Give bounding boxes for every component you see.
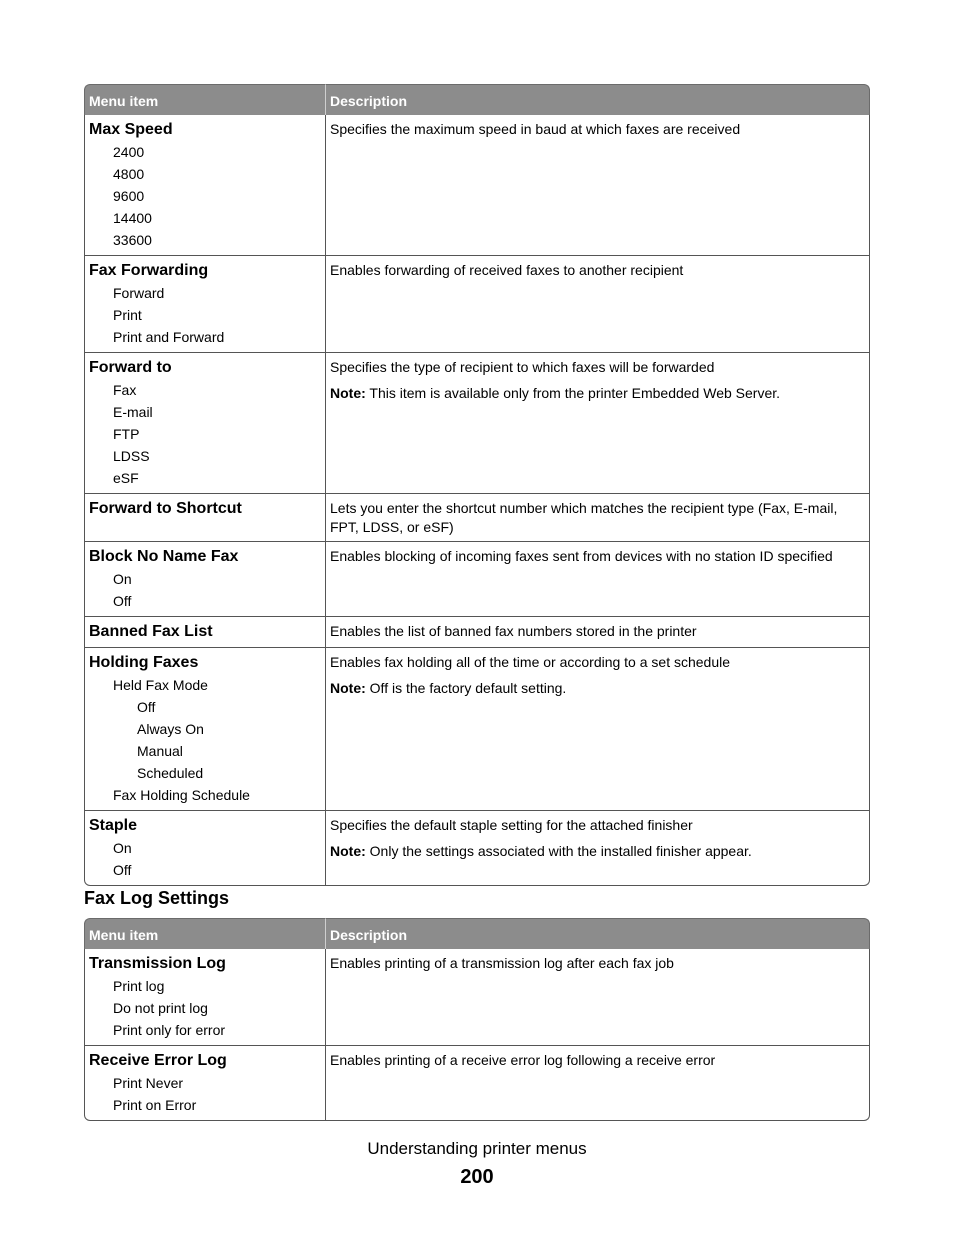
menu-option: Off [113,862,132,878]
description-text: Enables fax holding all of the time or according to a set schedule [330,654,731,670]
menu-item-title: Receive Error Log [89,1052,227,1069]
menu-option: Print Never [113,1075,184,1091]
menu-option: Fax [113,382,137,398]
note-text [330,842,865,861]
menu-item-title: Transmission Log [89,955,226,972]
description-cell [326,648,870,811]
column-header-description: Description [326,918,870,949]
menu-item-cell [84,256,326,353]
menu-option: Held Fax Mode [113,677,208,693]
menu-option: Do not print log [113,1000,208,1016]
menu-option: On [113,840,132,856]
page-number: 200 [460,1166,494,1188]
note-label: Note: [330,680,366,696]
note-text [330,384,865,403]
menu-item-title: Forward to Shortcut [89,500,242,517]
menu-option: Print on Error [113,1097,197,1113]
menu-item-cell [84,1046,326,1121]
menu-item-cell [84,542,326,617]
menu-item-cell [84,494,326,542]
table-row [84,617,870,648]
menu-table-fax-log-settings [84,918,870,1121]
table-row [84,1046,870,1121]
column-header-menu-item: Menu item [84,918,326,949]
column-header-menu-item: Menu item [84,84,326,115]
menu-item-cell [84,811,326,886]
table-row [84,648,870,811]
note-body: This item is available only from the printer Embedded Web Server. [365,385,781,401]
menu-item-cell [84,949,326,1046]
note-label: Note: [330,843,366,859]
menu-option: LDSS [113,448,150,464]
description-cell [326,115,870,256]
menu-suboption: Always On [137,721,204,737]
menu-item-title: Holding Faxes [89,654,199,671]
description-text: Enables printing of a receive error log following a receive error [330,1052,716,1068]
menu-item-title: Block No Name Fax [89,548,239,565]
description-text: Enables forwarding of received faxes to another recipient [330,262,684,278]
description-cell [326,1046,870,1121]
description-text: Enables blocking of incoming faxes sent from devices with no station ID specified [330,548,833,564]
table-row [84,115,870,256]
note-body: Off is the factory default setting. [365,680,567,696]
menu-option: Forward [113,285,165,301]
menu-suboption: Off [137,699,156,715]
description-cell [326,811,870,886]
menu-option: FTP [113,426,140,442]
menu-option: 2400 [113,144,145,160]
description-text: Enables printing of a transmission log after each fax job [330,955,674,971]
description-text: Specifies the type of recipient to which faxes will be forwarded [330,359,715,375]
menu-option: Print log [113,978,165,994]
description-cell [326,949,870,1046]
column-header-description: Description [326,84,870,115]
menu-option: eSF [113,470,139,486]
description-text: Enables the list of banned fax numbers stored in the printer [330,623,697,639]
menu-option: Off [113,593,132,609]
menu-item-cell [84,617,326,648]
menu-item-title: Staple [89,817,138,834]
menu-option: Print only for error [113,1022,226,1038]
description-cell [326,542,870,617]
table-row [84,256,870,353]
menu-option: 33600 [113,232,152,248]
table-row [84,949,870,1046]
section-heading: Fax Log Settings [84,888,230,908]
description-cell [326,256,870,353]
menu-option: Print and Forward [113,329,225,345]
description-cell [326,494,870,542]
menu-item-cell [84,115,326,256]
menu-suboption: Manual [137,743,183,759]
menu-option: E-mail [113,404,153,420]
menu-option: 14400 [113,210,152,226]
note-text [330,679,865,698]
menu-option: 9600 [113,188,145,204]
note-body: Only the settings associated with the installed finisher appear. [365,843,752,859]
menu-option: On [113,571,132,587]
note-label: Note: [330,385,366,401]
menu-item-title: Fax Forwarding [89,262,209,279]
description-text: Lets you enter the shortcut number which matches the recipient type (Fax, E-mail, FPT, LDSS, or eSF) [330,500,838,535]
description-text: Specifies the maximum speed in baud at which faxes are received [330,121,741,137]
table-row [84,811,870,886]
menu-suboption: Scheduled [137,765,204,781]
menu-option: 4800 [113,166,145,182]
menu-option: Fax Holding Schedule [113,787,250,803]
description-cell [326,617,870,648]
menu-table-fax-settings [84,84,870,886]
description-cell [326,353,870,494]
table-row [84,494,870,542]
menu-item-title: Max Speed [89,121,173,138]
menu-option: Print [113,307,142,323]
description-text: Specifies the default staple setting for the attached finisher [330,817,693,833]
menu-item-title: Forward to [89,359,172,376]
table-row [84,542,870,617]
footer-title: Understanding printer menus [367,1139,587,1158]
menu-item-title: Banned Fax List [89,623,213,640]
menu-item-cell [84,353,326,494]
table-row [84,353,870,494]
menu-item-cell [84,648,326,811]
